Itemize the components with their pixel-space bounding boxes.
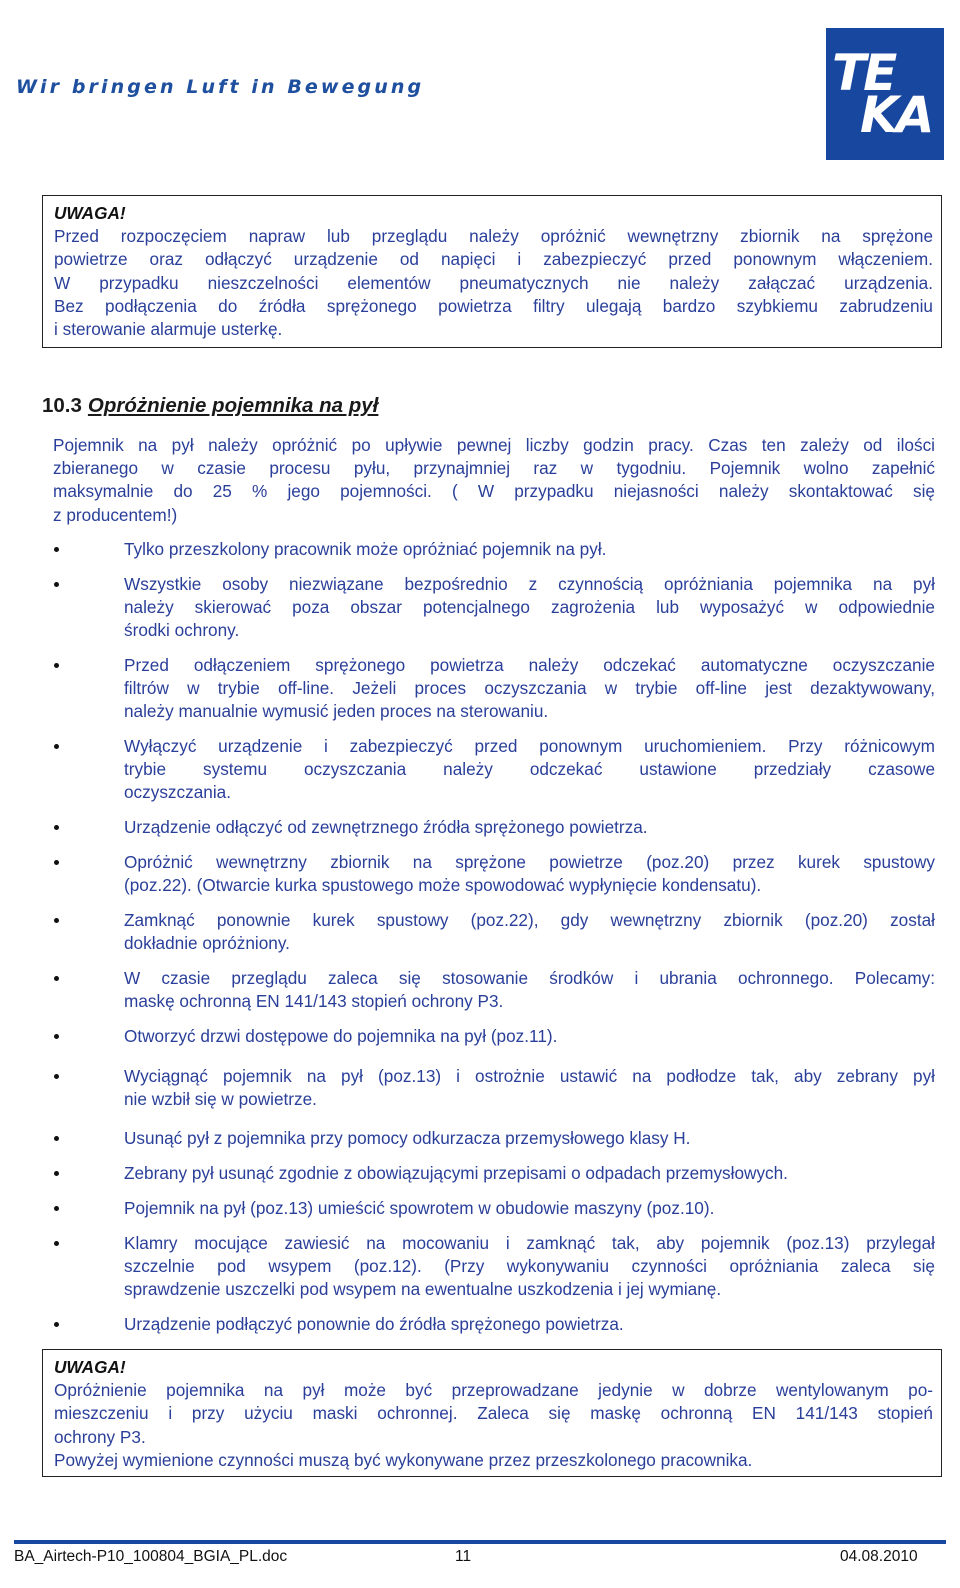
list-item-line: Klamry mocujące zawiesić na mocowaniu i zamknąć tak, aby pojemnik (poz.13) przylegał: [124, 1233, 935, 1253]
list-item-line: nie wzbił się w powietrze.: [124, 1089, 317, 1110]
list-item: [124, 816, 935, 839]
list-item-line: należy skierować poza obszar potencjalnego zagrożenia lub wyposażyć w odpowiednie: [124, 597, 935, 618]
bullet-dot-icon: [54, 825, 59, 830]
intro-line: maksymalnie do 25 % jego pojemności. ( W przypadku niejasności należy skontaktować się: [53, 481, 935, 502]
list-item-line: filtrów w trybie off-line. Jeżeli proces oczyszczania w trybie off-line jest dezaktywowany,: [124, 678, 935, 699]
list-item: [124, 1162, 935, 1185]
footer-divider: [14, 1540, 946, 1544]
list-item: [124, 1197, 935, 1220]
warning-line: Przed rozpoczęciem napraw lub przeglądu należy opróżnić wewnętrzny zbiornik na sprężone: [54, 226, 933, 247]
intro-line: Pojemnik na pył należy opróżnić po upływie pewnej liczby godzin pracy. Czas ten zależy od ilości: [53, 435, 935, 455]
bullet-dot-icon: [54, 663, 59, 668]
section-number: 10.3: [42, 394, 82, 417]
bullet-dot-icon: [54, 1074, 59, 1079]
warning-line: powietrze oraz odłączyć urządzenie od napięci i zabezpieczyć przed ponownym włączeniem.: [54, 249, 933, 270]
warning-line: mieszczeniu i przy użyciu maski ochronnej. Zaleca się maskę ochronną EN 141/143 stopień: [54, 1403, 933, 1424]
logo-text-bottom: KA: [860, 86, 932, 144]
list-item-line: W czasie przeglądu zaleca się stosowanie środków i ubrania ochronnego. Polecamy:: [124, 968, 935, 988]
list-item-line: Usunąć pył z pojemnika przy pomocy odkurzacza przemysłowego klasy H.: [124, 1128, 691, 1148]
list-item: [124, 654, 935, 724]
list-item: [124, 573, 935, 643]
section-title: Opróżnienie pojemnika na pył: [87, 394, 379, 417]
header-slogan: Wir bringen Luft in Bewegung: [16, 76, 425, 98]
list-item-line: Wyłączyć urządzenie i zabezpieczyć przed ponownym uruchomieniem. Przy różnicowym: [124, 736, 935, 756]
warning-line: i sterowanie alarmuje usterkę.: [54, 319, 283, 340]
list-item-line: szczelnie pod wsypem (poz.12). (Przy wykonywaniu czynności opróżniania zaleca się: [124, 1256, 935, 1277]
bullet-dot-icon: [54, 1206, 59, 1211]
list-item: [124, 967, 935, 1013]
bullet-dot-icon: [54, 860, 59, 865]
intro-paragraph: [53, 434, 935, 527]
list-item-line: należy manualnie wymusić jeden proces na sterowaniu.: [124, 701, 549, 722]
warning-title: UWAGA!: [54, 1357, 126, 1377]
warning-title: UWAGA!: [54, 203, 126, 223]
warning-line: Opróżnienie pojemnika na pył może być przeprowadzane jedynie w dobrze wentylowanym po-: [54, 1380, 933, 1401]
list-item: [124, 1025, 935, 1048]
list-item-line: oczyszczania.: [124, 782, 231, 803]
list-item-line: dokładnie opróżniony.: [124, 933, 290, 954]
bullet-dot-icon: [54, 976, 59, 981]
logo-text-top: TE: [832, 44, 895, 102]
list-item-line: Wyciągnąć pojemnik na pył (poz.13) i ostrożnie ustawić na podłodze tak, aby zebrany pył: [124, 1066, 935, 1086]
list-item-line: Urządzenie odłączyć od zewnętrznego źródła sprężonego powietrza.: [124, 817, 648, 837]
warning-box-top: [42, 195, 942, 348]
list-item-line: środki ochrony.: [124, 620, 240, 641]
list-item-line: sprawdzenie uszczelki pod wsypem na ewentualne uszkodzenia i jej wymianę.: [124, 1279, 722, 1300]
bullet-dot-icon: [54, 1171, 59, 1176]
teka-logo: [826, 28, 944, 160]
bullet-dot-icon: [54, 1136, 59, 1141]
footer-page-number: 11: [455, 1548, 472, 1565]
list-item-line: Przed odłączeniem sprężonego powietrza należy odczekać automatyczne oczyszczanie: [124, 655, 935, 675]
bullet-dot-icon: [54, 1322, 59, 1327]
list-item-line: Urządzenie podłączyć ponownie do źródła sprężonego powietrza.: [124, 1314, 624, 1334]
section-heading: [42, 394, 378, 418]
warning-line: Powyżej wymienione czynności muszą być wykonywane przez przeszkolonego pracownika.: [54, 1449, 753, 1470]
list-item: [124, 851, 935, 897]
list-item-line: Pojemnik na pył (poz.13) umieścić spowrotem w obudowie maszyny (poz.10).: [124, 1198, 715, 1218]
warning-line: Bez podłączenia do źródła sprężonego powietrza filtry ulegają bardzo szybkiemu zabrudzeniu: [54, 295, 933, 316]
warning-box-bottom: [42, 1349, 942, 1477]
bullet-dot-icon: [54, 918, 59, 923]
list-item-line: (poz.22). (Otwarcie kurka spustowego może spowodować wypłynięcie kondensatu).: [124, 875, 762, 896]
list-item: [124, 1313, 935, 1336]
list-item: [124, 1232, 935, 1302]
bullet-dot-icon: [54, 547, 59, 552]
footer-date: 04.08.2010: [840, 1548, 918, 1565]
warning-line: W przypadku nieszczelności elementów pneumatycznych nie należy załączać urządzenia.: [54, 272, 933, 293]
list-item-line: Tylko przeszkolony pracownik może opróżniać pojemnik na pył.: [124, 539, 607, 559]
list-item-line: Wszystkie osoby niezwiązane bezpośrednio z czynnością opróżniania pojemnika na pył: [124, 574, 935, 594]
list-item: [124, 538, 935, 561]
list-item-line: Zebrany pył usunąć zgodnie z obowiązującymi przepisami o odpadach przemysłowych.: [124, 1163, 788, 1183]
list-item: [124, 909, 935, 955]
list-item-line: maskę ochronną EN 141/143 stopień ochrony P3.: [124, 991, 504, 1012]
list-item-line: Otworzyć drzwi dostępowe do pojemnika na pył (poz.11).: [124, 1026, 558, 1046]
bullet-dot-icon: [54, 1241, 59, 1246]
list-item: [124, 735, 935, 805]
bullet-dot-icon: [54, 582, 59, 587]
bullet-dot-icon: [54, 744, 59, 749]
list-item-line: Zamknąć ponownie kurek spustowy (poz.22), gdy wewnętrzny zbiornik (poz.20) został: [124, 910, 935, 930]
bullet-dot-icon: [54, 1034, 59, 1039]
list-item-line: trybie systemu oczyszczania należy odczekać ustawione przedziały czasowe: [124, 759, 935, 780]
intro-line: z producentem!): [53, 504, 178, 525]
list-item: [124, 1065, 935, 1111]
list-item-line: Opróżnić wewnętrzny zbiornik na sprężone powietrze (poz.20) przez kurek spustowy: [124, 852, 935, 872]
intro-line: zbieranego w czasie procesu pyłu, przynajmniej raz w tygodniu. Pojemnik wolno zapełnić: [53, 458, 935, 479]
footer-filename: BA_Airtech-P10_100804_BGIA_PL.doc: [14, 1548, 288, 1565]
list-item: [124, 1127, 935, 1150]
warning-line: ochrony P3.: [54, 1426, 146, 1447]
